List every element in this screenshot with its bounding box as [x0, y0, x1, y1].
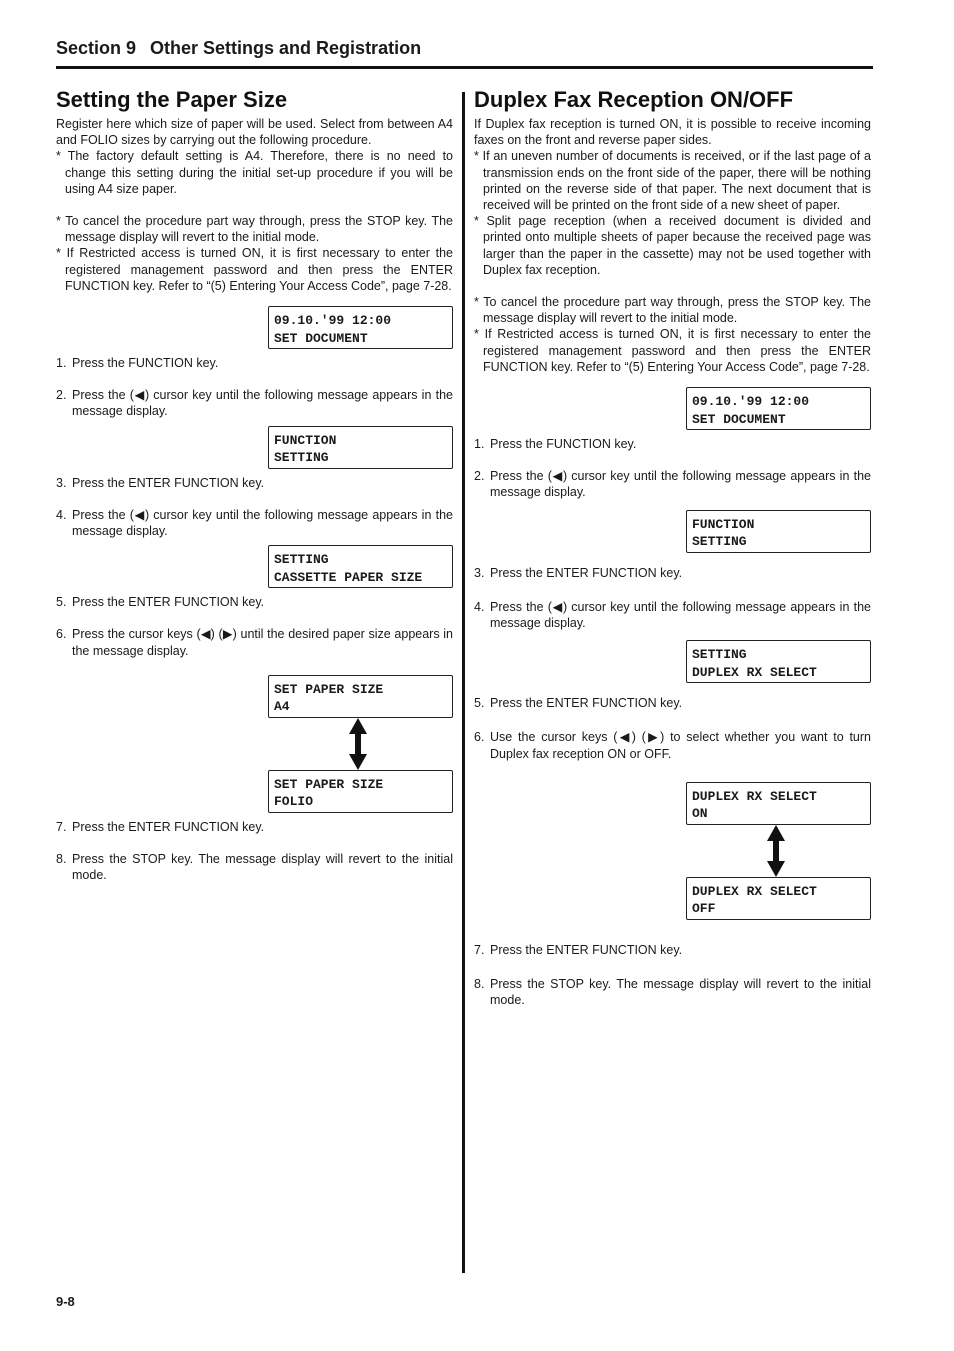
- step: [474, 599, 871, 631]
- note-cancel: * To cancel the procedure part way through, press the STOP key. The message display will revert to the initial mode.: [474, 295, 871, 326]
- lcd-line-1: DUPLEX RX SELECT: [692, 883, 817, 899]
- note-restricted: * If Restricted access is turned ON, it is first necessary to enter the registered management password and then press the ENTER FUNCTION key. Refer to “(5) Entering Your Access Code”, page 7-28.: [56, 246, 453, 293]
- step: [474, 729, 871, 761]
- note-split: * Split page reception (when a received document is divided and printed onto multiple sheets of paper because the received page was larger than the paper in the cassette) may not be used together with Duplex fax reception.: [474, 214, 871, 277]
- step: [56, 594, 453, 610]
- step-text: Press the FUNCTION key.: [72, 356, 219, 371]
- note-cancel: * To cancel the procedure part way through, press the STOP key. The message display will revert to the initial mode.: [56, 214, 453, 245]
- double-arrow-icon: [349, 718, 367, 770]
- note-uneven: * If an uneven number of documents is received, or if the last page of a transmission ends on the front side of the paper, there will be nothing printed on the reverse side of that paper. The next document that is received will be printed on the front side of a new sheet of paper.: [474, 149, 871, 213]
- step-number: 3.: [56, 475, 67, 490]
- lcd-line-2: FOLIO: [274, 794, 314, 810]
- lcd-line-1: SETTING: [274, 552, 329, 568]
- section-title: Other Settings and Registration: [150, 38, 422, 58]
- lcd-line-1: SET PAPER SIZE: [274, 681, 384, 697]
- step-number: 6.: [56, 627, 67, 642]
- lcd-line-2: OFF: [692, 901, 716, 917]
- step-text: Press the FUNCTION key.: [490, 437, 637, 452]
- column-divider: [462, 92, 465, 1273]
- step-number: 1.: [474, 437, 485, 452]
- left-column: [56, 86, 453, 883]
- step-number: 5.: [474, 696, 485, 711]
- step-text: Press the ENTER FUNCTION key.: [72, 819, 265, 834]
- lcd-line-1: SET PAPER SIZE: [274, 776, 384, 792]
- step-text: Press the ENTER FUNCTION key.: [72, 595, 265, 610]
- step-text: Use the cursor keys (◀) (▶) to select whether you want to turn Duplex fax reception ON or OFF.: [490, 730, 871, 761]
- step: [474, 468, 871, 500]
- lcd-display-function: [686, 510, 871, 553]
- step: [474, 942, 871, 958]
- step-text: Press the cursor keys (◀) (▶) until the desired paper size appears in the message display.: [72, 627, 453, 658]
- lcd-line-2: SETTING: [692, 534, 747, 550]
- lcd-display-initial: [686, 387, 871, 430]
- step: [474, 695, 871, 711]
- note-default: * The factory default setting is A4. Therefore, there is no need to change this setting during the initial set-up procedure if you will be using A4 size paper.: [56, 149, 453, 196]
- lcd-line-1: 09.10.'99 12:00: [692, 394, 810, 410]
- section-number: Section 9: [56, 38, 137, 58]
- toggle-arrow: [263, 718, 453, 770]
- step-text: Press the (◀) cursor key until the following message appears in the message display.: [490, 599, 871, 631]
- step-text: Press the ENTER FUNCTION key.: [490, 565, 683, 580]
- duplex-heading: Duplex Fax Reception ON/OFF: [474, 87, 794, 112]
- step-number: 5.: [56, 595, 67, 610]
- step-number: 3.: [474, 565, 485, 580]
- lcd-display-initial: [268, 306, 453, 349]
- step-number: 8.: [56, 852, 67, 867]
- intro-text: If Duplex fax reception is turned ON, it is possible to receive incoming faxes on the front and reverse paper sides.: [474, 117, 871, 148]
- step: [56, 355, 453, 371]
- intro-text: Register here which size of paper will be used. Select from between A4 and FOLIO sizes by carrying out the following procedure.: [56, 117, 453, 148]
- step: [56, 475, 453, 491]
- note-restricted: * If Restricted access is turned ON, it is first necessary to enter the registered management password and then press the ENTER FUNCTION key. Refer to “(5) Entering Your Access Code”, page 7-28.: [474, 327, 871, 374]
- lcd-display-a4: [268, 675, 453, 718]
- step-text: Press the STOP key. The message display will revert to the initial mode.: [490, 977, 871, 1008]
- toggle-arrow: [681, 825, 871, 877]
- section-header: [56, 38, 873, 69]
- lcd-display-function: [268, 426, 453, 469]
- step-number: 2.: [474, 469, 485, 484]
- step-number: 4.: [474, 599, 485, 614]
- step-number: 1.: [56, 356, 67, 371]
- step-number: 2.: [56, 388, 67, 403]
- page-number: 9-8: [56, 1294, 75, 1309]
- lcd-line-1: 09.10.'99 12:00: [274, 313, 392, 329]
- right-column: [474, 86, 871, 1008]
- step-number: 6.: [474, 730, 485, 745]
- step: [56, 387, 453, 419]
- step: [56, 819, 453, 835]
- lcd-display-setting: [268, 545, 453, 588]
- step-number: 4.: [56, 507, 67, 522]
- double-arrow-icon: [767, 825, 785, 877]
- lcd-line-1: SETTING: [692, 647, 747, 663]
- step-number: 7.: [56, 819, 67, 834]
- step: [474, 565, 871, 581]
- lcd-line-2: ON: [692, 806, 708, 822]
- step-text: Press the STOP key. The message display will revert to the initial mode.: [72, 852, 453, 883]
- lcd-line-2: A4: [274, 699, 290, 715]
- step-text: Press the ENTER FUNCTION key.: [72, 475, 265, 490]
- step-number: 7.: [474, 942, 485, 957]
- lcd-line-2: CASSETTE PAPER SIZE: [274, 569, 423, 585]
- step: [56, 851, 453, 883]
- lcd-line-1: FUNCTION: [692, 516, 755, 532]
- lcd-display-folio: [268, 770, 453, 813]
- step-text: Press the (◀) cursor key until the following message appears in the message display.: [72, 388, 453, 419]
- paper-size-heading: Setting the Paper Size: [56, 87, 288, 112]
- step-text: Press the (◀) cursor key until the following message appears in the message display.: [72, 507, 453, 539]
- lcd-line-2: SET DOCUMENT: [274, 330, 368, 346]
- step: [56, 507, 453, 539]
- lcd-line-2: SETTING: [274, 450, 329, 466]
- step: [474, 976, 871, 1008]
- lcd-display-setting: [686, 640, 871, 683]
- step-number: 8.: [474, 977, 485, 992]
- lcd-display-on: [686, 782, 871, 825]
- lcd-line-2: DUPLEX RX SELECT: [692, 664, 817, 680]
- step: [56, 626, 453, 658]
- step-text: Press the ENTER FUNCTION key.: [490, 942, 683, 957]
- lcd-line-2: SET DOCUMENT: [692, 411, 786, 427]
- lcd-line-1: FUNCTION: [274, 432, 337, 448]
- step: [474, 436, 871, 452]
- lcd-line-1: DUPLEX RX SELECT: [692, 788, 817, 804]
- lcd-display-off: [686, 877, 871, 920]
- step-text: Press the ENTER FUNCTION key.: [490, 696, 683, 711]
- step-text: Press the (◀) cursor key until the following message appears in the message display.: [490, 469, 871, 500]
